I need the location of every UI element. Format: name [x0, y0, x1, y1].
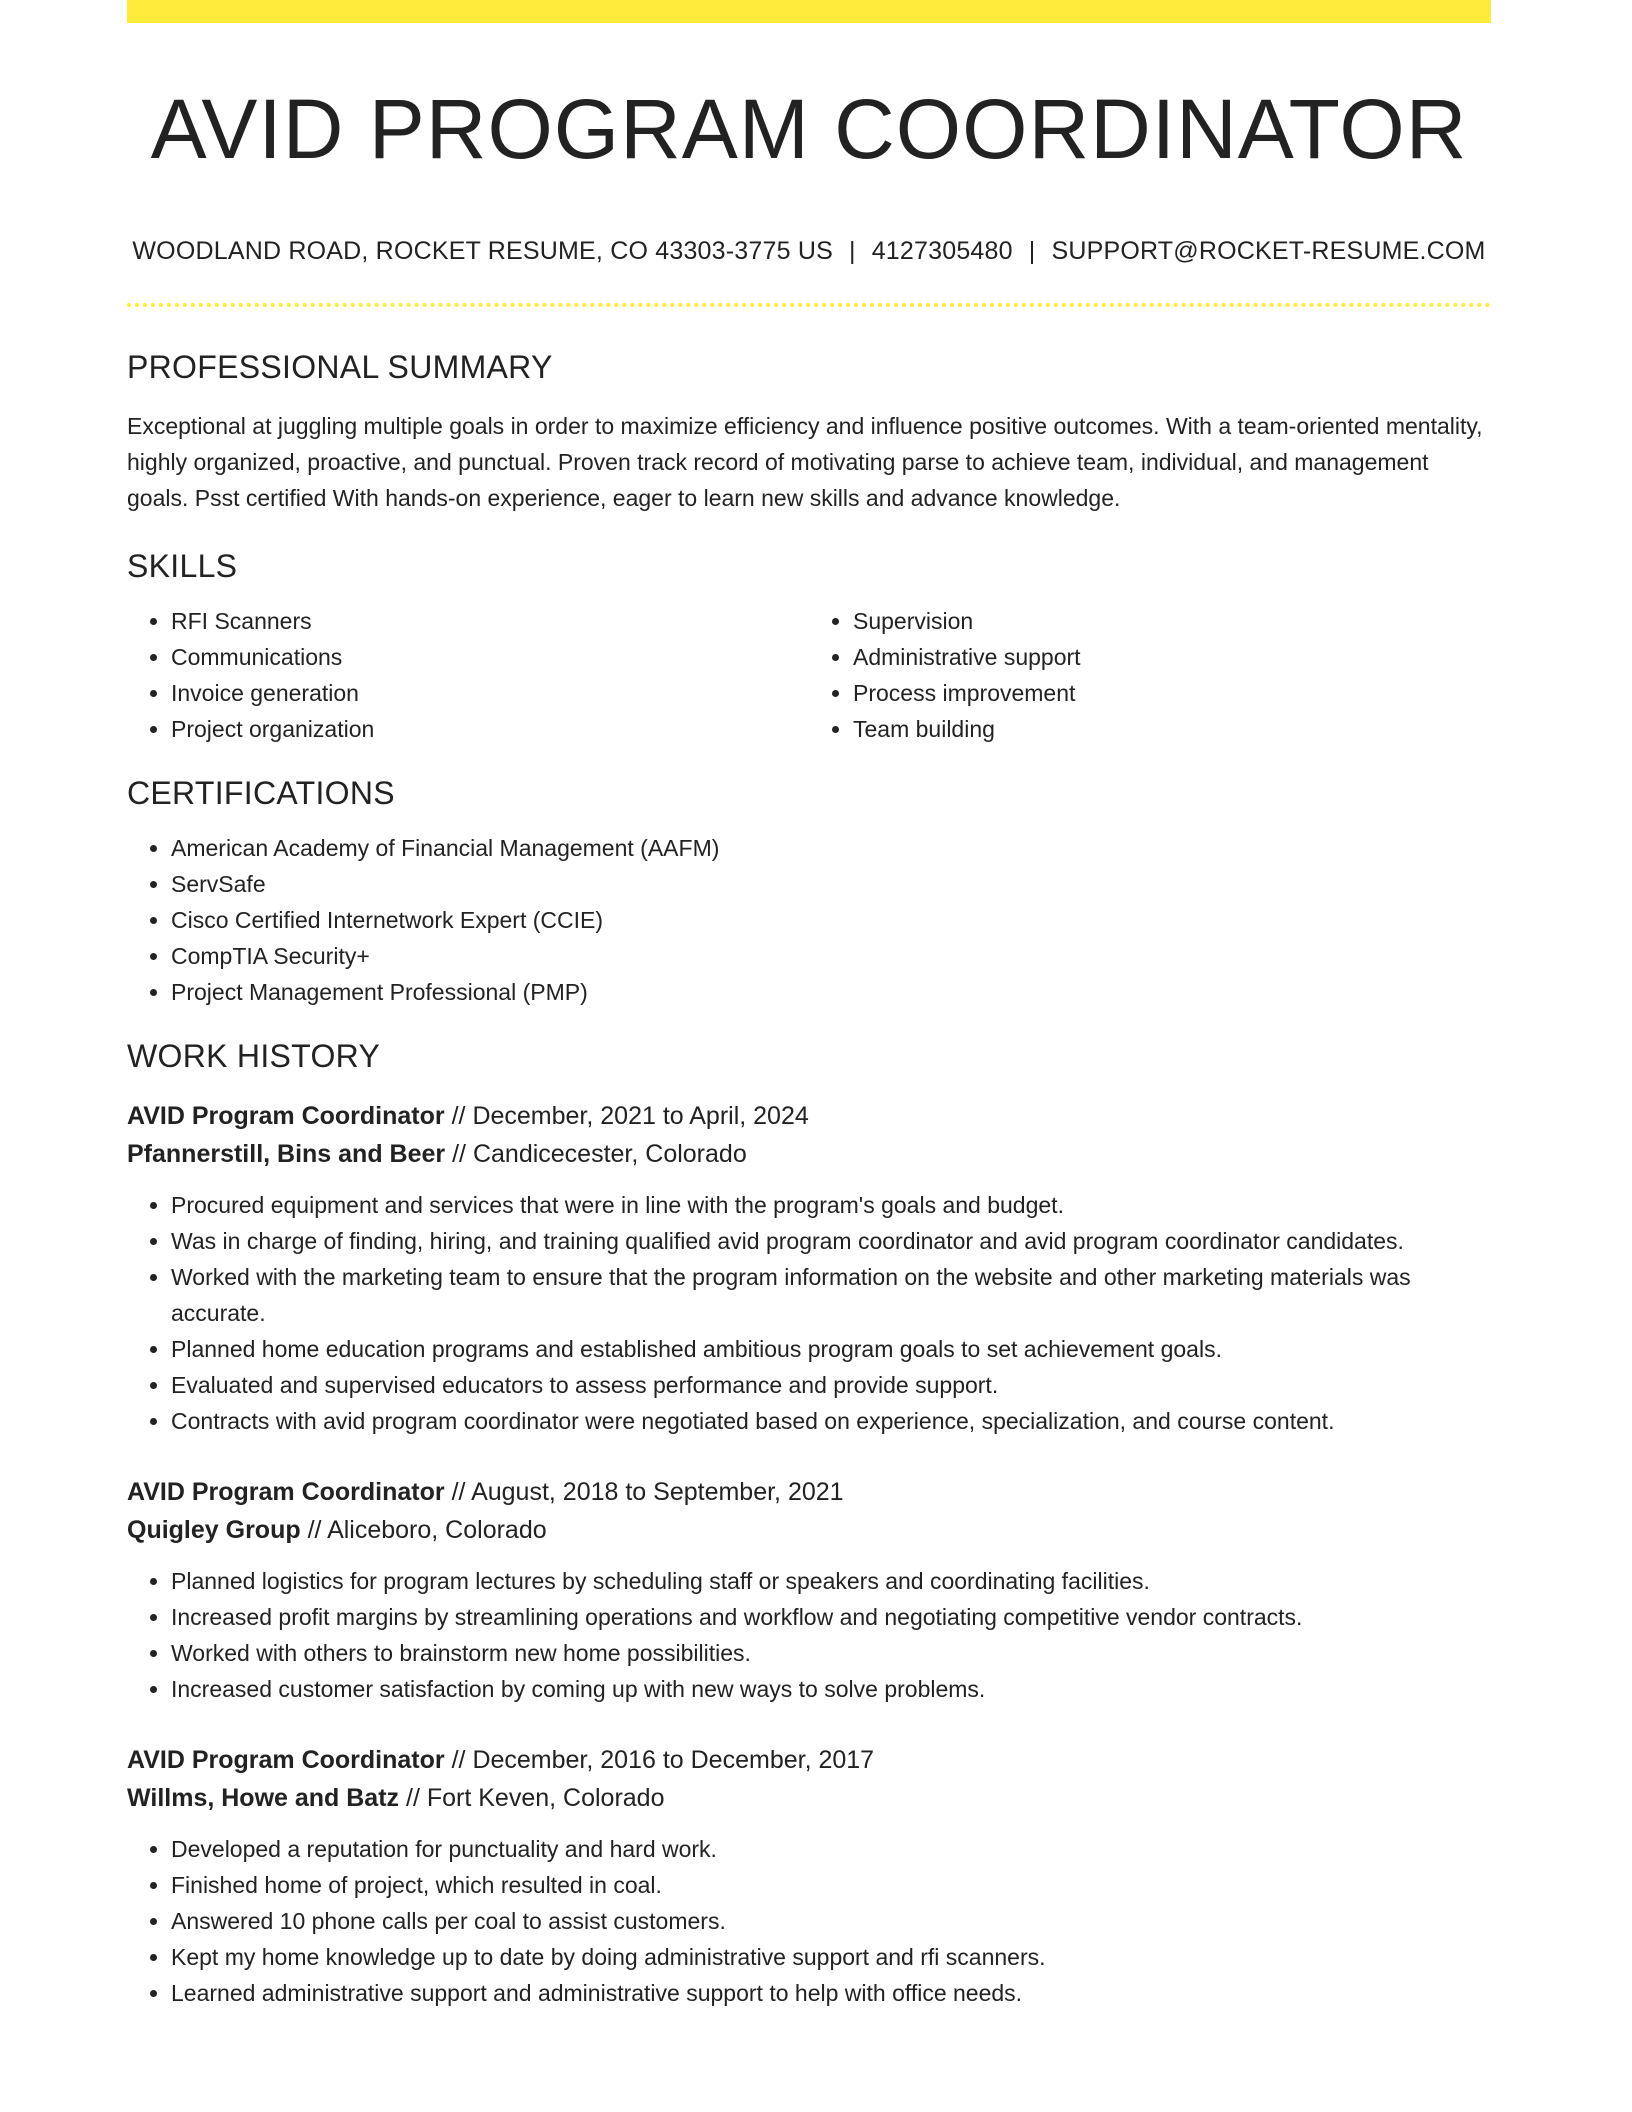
job-divider: //	[307, 1516, 322, 1545]
resume-page	[127, 0, 1491, 2011]
job-entry	[127, 1097, 1491, 1439]
skills-list-right	[809, 603, 1491, 747]
certification-item: • ServSafe	[171, 866, 1491, 902]
contact-separator: |	[849, 237, 856, 266]
job-dates: December, 2016 to December, 2017	[472, 1746, 875, 1775]
certification-item: • Project Management Professional (PMP)	[171, 974, 1491, 1010]
job-duties-list	[127, 1563, 1491, 1707]
certifications-heading: CERTIFICATIONS	[127, 775, 395, 812]
skill-item: • Invoice generation	[171, 675, 809, 711]
job-divider: //	[451, 1102, 466, 1131]
job-company: Quigley Group	[127, 1516, 301, 1545]
skill-item: • Supervision	[853, 603, 1491, 639]
job-entry	[127, 1741, 1491, 2011]
job-dates: August, 2018 to September, 2021	[471, 1478, 844, 1507]
job-title-line	[127, 1097, 1491, 1135]
top-accent-bar	[127, 0, 1491, 23]
contact-address: WOODLAND ROAD, ROCKET RESUME, CO 43303-3775 US	[132, 237, 833, 266]
summary-heading: PROFESSIONAL SUMMARY	[127, 349, 553, 386]
certification-item: • Cisco Certified Internetwork Expert (CCIE)	[171, 902, 1491, 938]
header-divider	[127, 303, 1491, 307]
summary-text: Exceptional at juggling multiple goals in order to maximize efficiency and influence positive outcomes. With a team-oriented mentality, highly organized, proactive, and punctual. Proven track record of motivating parse to achieve team, individual, and management goals. Psst certified With hands-on experience, eager to learn new skills and advance knowledge.	[127, 413, 1483, 512]
job-dates: December, 2021 to April, 2024	[472, 1102, 809, 1131]
job-duty: • Learned administrative support and administrative support to help with office needs.	[171, 1975, 1491, 2011]
contact-email: SUPPORT@ROCKET-RESUME.COM	[1051, 237, 1486, 266]
job-duty: • Was in charge of finding, hiring, and training qualified avid program coordinator and avid program coordinator candidates.	[171, 1223, 1491, 1259]
resume-name: AVID PROGRAM COORDINATOR	[150, 82, 1468, 176]
job-entry	[127, 1473, 1491, 1707]
job-divider: //	[406, 1784, 420, 1813]
job-location: Candicecester, Colorado	[472, 1140, 747, 1169]
job-duties-list	[127, 1187, 1491, 1439]
job-duty: • Increased customer satisfaction by coming up with new ways to solve problems.	[171, 1671, 1491, 1707]
skill-item: • Communications	[171, 639, 809, 675]
contact-separator: |	[1028, 237, 1036, 266]
job-location: Aliceboro, Colorado	[327, 1516, 547, 1545]
job-title-line	[127, 1741, 1491, 1779]
job-duty: • Planned home education programs and established ambitious program goals to set achievement goals.	[171, 1331, 1491, 1367]
skills-list-left	[127, 603, 809, 747]
skills-columns	[127, 603, 1491, 747]
skill-item: • Administrative support	[853, 639, 1491, 675]
job-location: Fort Keven, Colorado	[426, 1784, 665, 1813]
contact-phone: 4127305480	[871, 237, 1013, 266]
job-title: AVID Program Coordinator	[127, 1478, 445, 1507]
job-divider: //	[451, 1478, 466, 1507]
job-divider: //	[451, 1746, 466, 1775]
job-duty: • Planned logistics for program lectures by scheduling staff or speakers and coordinating facilities.	[171, 1563, 1491, 1599]
skill-item: • Process improvement	[853, 675, 1491, 711]
job-duty: • Increased profit margins by streamlining operations and workflow and negotiating competitive vendor contracts.	[171, 1599, 1491, 1635]
job-duty: • Contracts with avid program coordinator were negotiated based on experience, specialization, and course content.	[171, 1403, 1491, 1439]
job-company: Pfannerstill, Bins and Beer	[127, 1140, 446, 1169]
job-duty: • Evaluated and supervised educators to assess performance and provide support.	[171, 1367, 1491, 1403]
job-company-line	[127, 1135, 1491, 1173]
job-divider: //	[452, 1140, 466, 1169]
job-title-line	[127, 1473, 1491, 1511]
job-duty: • Worked with others to brainstorm new home possibilities.	[171, 1635, 1491, 1671]
job-duties-list	[127, 1831, 1491, 2011]
skill-item: • RFI Scanners	[171, 603, 809, 639]
skill-item: • Project organization	[171, 711, 809, 747]
job-duty: • Procured equipment and services that were in line with the program's goals and budget.	[171, 1187, 1491, 1223]
job-title: AVID Program Coordinator	[127, 1102, 445, 1131]
work-history-heading: WORK HISTORY	[127, 1038, 381, 1075]
job-company-line	[127, 1511, 1491, 1549]
contact-line	[127, 237, 1491, 266]
job-company: Willms, Howe and Batz	[127, 1784, 400, 1813]
job-title: AVID Program Coordinator	[127, 1746, 445, 1775]
job-duty: • Answered 10 phone calls per coal to assist customers.	[171, 1903, 1491, 1939]
skills-heading: SKILLS	[127, 548, 238, 585]
job-duty: • Worked with the marketing team to ensure that the program information on the website and other marketing materials was accurate.	[171, 1259, 1491, 1331]
certification-item: • American Academy of Financial Management (AAFM)	[171, 830, 1491, 866]
certifications-list	[127, 830, 1491, 1010]
skill-item: • Team building	[853, 711, 1491, 747]
job-duty: • Kept my home knowledge up to date by doing administrative support and rfi scanners.	[171, 1939, 1491, 1975]
job-duty: • Finished home of project, which resulted in coal.	[171, 1867, 1491, 1903]
certification-item: • CompTIA Security+	[171, 938, 1491, 974]
job-company-line	[127, 1779, 1491, 1817]
job-duty: • Developed a reputation for punctuality and hard work.	[171, 1831, 1491, 1867]
